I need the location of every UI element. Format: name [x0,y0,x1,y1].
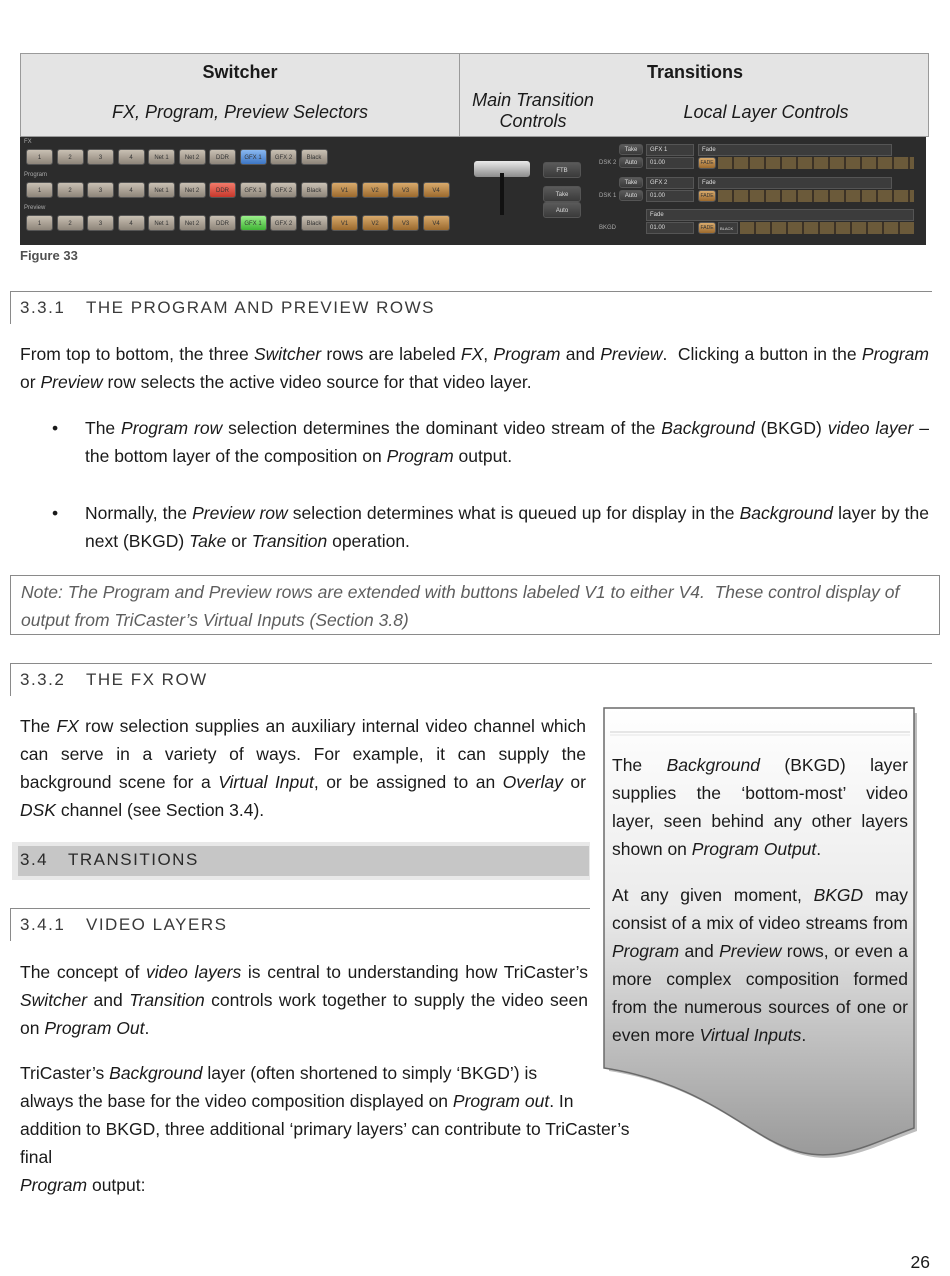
section-331-title: THE PROGRAM AND PREVIEW ROWS [86,298,435,317]
bullet-preview-row: Normally, the Preview row selection determines what is queued up for display in the Background layer by the next (BKGD) Take or Transition operation. [85,503,929,551]
switcher-button[interactable]: 3 [87,215,114,231]
section-331-number: 3.3.1 [20,298,66,317]
dsk2-time[interactable]: 01.00 [646,157,694,169]
switcher-button[interactable]: 2 [57,182,84,198]
dsk1-fade-button[interactable]: FADE [698,190,716,202]
figure-header-table [20,53,929,137]
switcher-button[interactable]: GFX 1 [240,149,267,165]
fx-row-label: FX [24,139,32,145]
transitions-heading: Transitions [646,62,744,82]
bullet-program-row: The Program row selection determines the dominant video stream of the Background (BKGD) video layer – the bottom layer of the composition on Program output. [85,418,929,466]
t-bar-track [500,173,504,215]
section-341-title: VIDEO LAYERS [86,915,228,934]
dsk1-transition-strip[interactable] [718,190,914,202]
dsk1-label: DSK 1 [599,193,617,199]
switcher-button[interactable]: Black [301,215,328,231]
auto-button[interactable]: Auto [543,202,581,218]
switcher-button[interactable]: Black [301,182,328,198]
switcher-button[interactable]: Black [301,149,328,165]
main-transition-line2: Controls [499,111,567,131]
sidebar-paragraph-2: At any given moment, BKGD may consist of a mix of video streams from Program and Preview rows, or even a more complex composition formed from the numerous sources of one or even more Virtual Inputs. [612,885,908,1045]
bkgd-fade-button[interactable]: FADE [698,222,716,234]
video-layers-paragraph: The concept of video layers is central to understanding how TriCaster’s Switcher and Transition controls work together to supply the video seen on Program Out. [20,962,588,1038]
bkgd-black-thumb[interactable]: BLACK [718,222,738,234]
switcher-button[interactable]: 1 [26,182,53,198]
switcher-button[interactable]: Net 1 [148,182,175,198]
section-rule [10,663,932,664]
switcher-button[interactable]: Net 1 [148,149,175,165]
switcher-button[interactable]: V1 [331,182,358,198]
bkgd-transition-strip[interactable] [740,222,914,234]
program-row-label: Program [24,172,48,178]
switcher-button[interactable]: DDR [209,149,236,165]
bkgd-time[interactable]: 01.00 [646,222,694,234]
dsk1-take-button[interactable]: Take [619,177,643,188]
dsk1-time[interactable]: 01.00 [646,190,694,202]
section-34-title: TRANSITIONS [68,850,199,869]
switcher-button[interactable]: V2 [362,182,389,198]
switcher-panel-image [20,137,926,245]
switcher-button[interactable]: GFX 2 [270,182,297,198]
switcher-button[interactable]: V1 [331,215,358,231]
dsk1-source-select[interactable]: GFX 2 [646,177,694,189]
main-transition-line1: Main Transition [472,90,594,110]
switcher-button[interactable]: V3 [392,215,419,231]
bullet-dot: • [52,418,59,438]
switcher-button[interactable]: Net 2 [179,182,206,198]
section-rule-left [10,908,11,941]
switcher-button[interactable]: 4 [118,215,145,231]
switcher-button[interactable]: 2 [57,149,84,165]
bkgd-transition-select[interactable]: Fade [646,209,914,221]
figure-caption: Figure 33 [20,248,78,263]
main-transition-heading [466,90,600,132]
note-text: Note: The Program and Preview rows are extended with buttons labeled V1 to either V4. These control display of output from TriCaster’s Virtual Inputs (Section 3.8) [21,582,900,630]
bkgd-label: BKGD [599,225,617,231]
dsk2-fade-button[interactable]: FADE [698,157,716,169]
sidebar-paragraph-1: The Background (BKGD) layer supplies the ‘bottom-most’ video layer, seen behind any other layers shown on Program Output. [612,755,908,859]
switcher-button[interactable]: 3 [87,182,114,198]
switcher-button[interactable]: Net 2 [179,215,206,231]
switcher-button[interactable]: Net 2 [179,149,206,165]
section-rule [10,291,932,292]
section-332-number: 3.3.2 [20,670,66,689]
section-rule-left [10,291,11,324]
section-332-title: THE FX ROW [86,670,208,689]
dsk2-transition-select[interactable]: Fade [698,144,892,156]
background-paragraph-rest: always the base for the video composition displayed on Program out. In addition to BKGD, three additional ‘primary layers’ can contribute to TriCaster’s final Program output: [20,1091,630,1195]
dsk1-auto-button[interactable]: Auto [619,190,643,201]
preview-row-label: Preview [24,205,46,211]
dsk2-transition-strip[interactable] [718,157,914,169]
dsk2-source-select[interactable]: GFX 1 [646,144,694,156]
dsk2-label: DSK 2 [599,160,617,166]
switcher-button[interactable]: 1 [26,149,53,165]
section-rule-left [10,663,11,696]
section-34-number: 3.4 [20,850,49,869]
note-box [10,575,940,635]
switcher-button[interactable]: 4 [118,182,145,198]
dsk2-take-button[interactable]: Take [619,144,643,155]
take-button[interactable]: Take [543,186,581,202]
dsk2-auto-button[interactable]: Auto [619,157,643,168]
switcher-button[interactable]: V3 [392,182,419,198]
section-rule [10,908,590,909]
section-341-number: 3.4.1 [20,915,66,934]
background-paragraph-line1: TriCaster’s Background layer (often shortened to simply ‘BKGD’) is [20,1063,538,1083]
ftb-button[interactable]: FTB [543,162,581,178]
switcher-button[interactable]: DDR [209,182,236,198]
page-number: 26 [910,1252,930,1272]
switcher-button[interactable]: GFX 1 [240,182,267,198]
switcher-button[interactable]: 2 [57,215,84,231]
switcher-heading: Switcher [202,62,278,82]
switcher-button[interactable]: 4 [118,149,145,165]
switcher-button[interactable]: V2 [362,215,389,231]
switcher-button[interactable]: GFX 1 [240,215,267,231]
switcher-button[interactable]: GFX 2 [270,215,297,231]
switcher-button[interactable]: V4 [423,215,450,231]
dsk1-transition-select[interactable]: Fade [698,177,892,189]
switcher-button[interactable]: Net 1 [148,215,175,231]
bullet-dot: • [52,503,59,523]
switcher-button[interactable]: DDR [209,215,236,231]
switcher-button[interactable]: 3 [87,149,114,165]
switcher-button[interactable]: V4 [423,182,450,198]
switcher-button[interactable]: 1 [26,215,53,231]
fx-row-paragraph: The FX row selection supplies an auxiliary internal video channel which can serve in a variety of ways. For example, it can supply the background scene for a Virtual Input, or be assigned to an Overlay or DSK channel (see Section 3.4). [20,716,586,820]
switcher-subheading: FX, Program, Preview Selectors [111,102,369,122]
switcher-button[interactable]: GFX 2 [270,149,297,165]
program-preview-intro: From top to bottom, the three Switcher rows are labeled FX, Program and Preview. Clicking a button in the Program or Preview row selects the active video source for that video layer. [20,344,929,392]
local-layer-heading: Local Layer Controls [683,102,849,122]
